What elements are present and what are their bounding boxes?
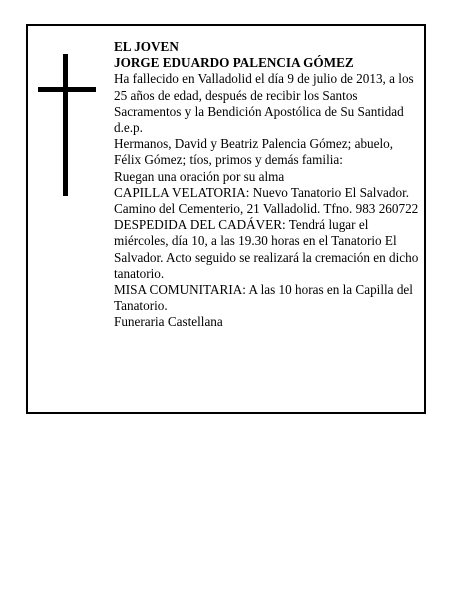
obituary-text bbox=[114, 39, 419, 331]
prayer-request: Ruegan una oración por su alma bbox=[114, 168, 285, 184]
heading-line-1: EL JOVEN bbox=[114, 39, 179, 54]
wake-chapel-info: CAPILLA VELATORIA: Nuevo Tanatorio El Salvador. Camino del Cementerio, 21 Valladolid. Tfno. 983 260722 bbox=[114, 184, 419, 217]
cross-horizontal-bar bbox=[38, 87, 96, 92]
death-announcement: Ha fallecido en Valladolid el día 9 de julio de 2013, a los 25 años de edad, después de recibir los Santos Sacramentos y la Bendición Apostólica de Su Santidad d.e.p. bbox=[114, 71, 414, 136]
funeral-home: Funeraria Castellana bbox=[114, 314, 223, 330]
cross-vertical-bar bbox=[63, 54, 68, 196]
family-members: Hermanos, David y Beatriz Palencia Gómez; abuelo, Félix Gómez; tíos, primos y demás familia: bbox=[114, 136, 394, 168]
deceased-name: JORGE EDUARDO PALENCIA GÓMEZ bbox=[114, 55, 354, 71]
farewell-info: DESPEDIDA DEL CADÁVER: Tendrá lugar el miércoles, día 10, a las 19.30 horas en el Tanatorio El Salvador. Acto seguido se realizará la cremación en dicho tanatorio. bbox=[114, 217, 419, 281]
mass-info: MISA COMUNITARIA: A las 10 horas en la Capilla del Tanatorio. bbox=[114, 282, 413, 314]
cross-icon bbox=[38, 54, 96, 196]
